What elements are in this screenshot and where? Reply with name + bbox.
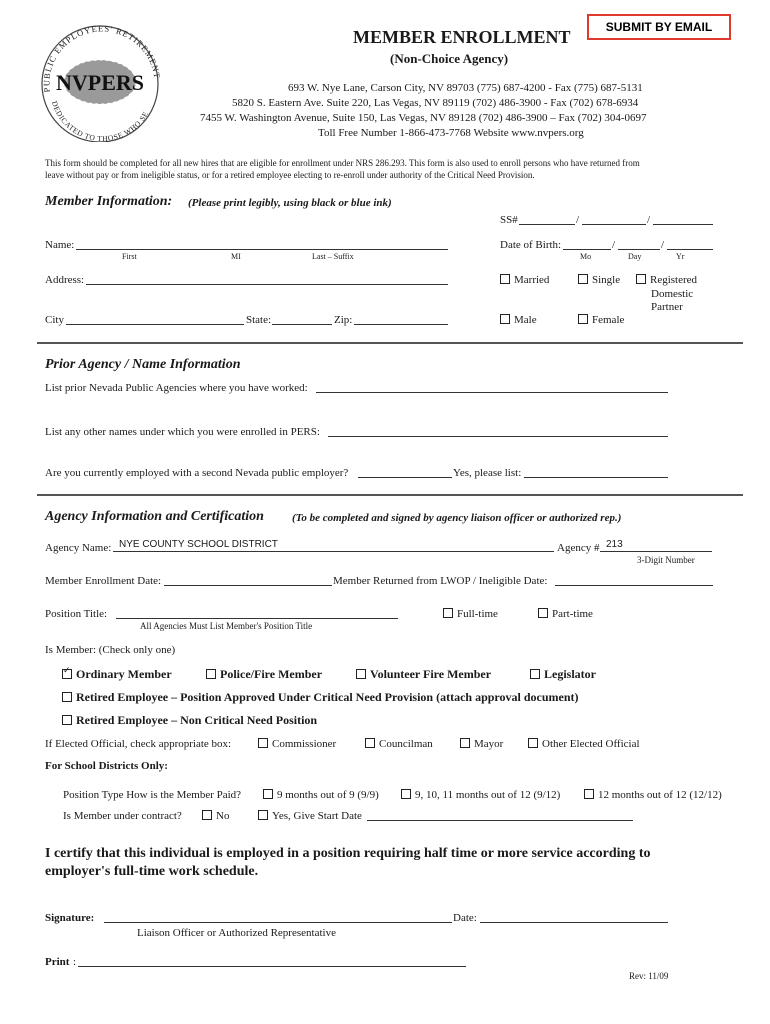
agency-info-heading: Agency Information and Certification bbox=[45, 509, 264, 524]
paid-9-12-label: 9, 10, 11 months out of 12 (9/12) bbox=[415, 789, 561, 801]
other-elected-checkbox[interactable] bbox=[528, 738, 538, 748]
signature-field[interactable] bbox=[104, 922, 452, 923]
police-fire-label: Police/Fire Member bbox=[220, 667, 323, 681]
female-option[interactable] bbox=[578, 314, 624, 326]
logo-wordmark: NVPERS bbox=[55, 70, 145, 95]
registered-partner-option[interactable] bbox=[636, 274, 697, 286]
address-label: Address: bbox=[45, 274, 85, 286]
domestic-label: Domestic bbox=[651, 288, 694, 300]
agency-name-label: Agency Name: bbox=[45, 542, 112, 554]
signature-label: Signature: bbox=[45, 912, 95, 924]
dob-divider: / bbox=[612, 239, 616, 251]
partner-label: Partner bbox=[651, 301, 683, 313]
mayor-checkbox[interactable] bbox=[460, 738, 470, 748]
agency-number-label: Agency # bbox=[557, 542, 600, 554]
commissioner-label: Commissioner bbox=[272, 738, 337, 750]
legislator-checkbox[interactable] bbox=[530, 669, 540, 679]
certification-line-2: employer's full-time work schedule. bbox=[45, 864, 259, 879]
contract-no-label: No bbox=[216, 810, 230, 822]
ssn-field-2[interactable] bbox=[582, 224, 646, 225]
year-caption: Yr bbox=[676, 252, 685, 261]
agency-name-field[interactable] bbox=[113, 539, 554, 552]
zip-label: Zip: bbox=[334, 314, 353, 326]
part-time-checkbox[interactable] bbox=[538, 608, 548, 618]
address-washington: 7455 W. Washington Avenue, Suite 150, Las Vegas, NV 89128 (702) 486-3900 – Fax (702) 304-0697 bbox=[200, 112, 647, 124]
paid-12-checkbox[interactable] bbox=[584, 789, 594, 799]
commissioner-checkbox[interactable] bbox=[258, 738, 268, 748]
male-label: Male bbox=[514, 314, 537, 326]
retired-noncritical-option[interactable] bbox=[62, 713, 317, 728]
returned-date-label: Member Returned from LWOP / Ineligible Date: bbox=[333, 575, 548, 587]
contract-yes-label: Yes, Give Start Date bbox=[272, 810, 362, 822]
section-divider bbox=[37, 342, 743, 344]
member-type-label: Is Member: (Check only one) bbox=[45, 644, 176, 656]
agency-info-note: (To be completed and signed by agency liaison officer or authorized rep.) bbox=[292, 512, 622, 524]
paid-9-checkbox[interactable] bbox=[263, 789, 273, 799]
other-names-field[interactable] bbox=[328, 436, 668, 437]
print-label: Print bbox=[45, 956, 70, 968]
second-employer-list-field[interactable] bbox=[524, 477, 668, 478]
police-fire-option[interactable] bbox=[206, 667, 322, 682]
ssn-divider: / bbox=[647, 214, 651, 226]
state-label: State: bbox=[246, 314, 272, 326]
contract-no-checkbox[interactable] bbox=[202, 810, 212, 820]
married-option[interactable] bbox=[500, 274, 549, 286]
councilman-option[interactable] bbox=[365, 738, 433, 750]
agency-number-field[interactable] bbox=[600, 539, 712, 552]
other-elected-label: Other Elected Official bbox=[542, 738, 640, 750]
ssn-label: SS# bbox=[500, 214, 518, 226]
school-districts-label: For School Districts Only: bbox=[45, 760, 168, 772]
ssn-divider: / bbox=[576, 214, 580, 226]
intro-line-1: This form should be completed for all new hires that are eligible for enrollment under NRS 286.293. This form is also used to enroll persons who have returned from bbox=[45, 158, 640, 168]
ordinary-member-checkbox[interactable] bbox=[62, 669, 72, 679]
mayor-label: Mayor bbox=[474, 738, 504, 750]
last-name-caption: Last – Suffix bbox=[312, 252, 354, 261]
ordinary-member-label: Ordinary Member bbox=[76, 667, 172, 681]
female-checkbox[interactable] bbox=[578, 314, 588, 324]
councilman-label: Councilman bbox=[379, 738, 433, 750]
form-title: MEMBER ENROLLMENT bbox=[353, 27, 571, 47]
name-label: Name: bbox=[45, 239, 75, 251]
registered-partner-checkbox[interactable] bbox=[636, 274, 646, 284]
paid-12-option[interactable] bbox=[584, 789, 722, 801]
prior-agencies-label: List prior Nevada Public Agencies where you have worked: bbox=[45, 382, 308, 394]
signature-date-field[interactable] bbox=[480, 922, 668, 923]
retired-noncritical-label: Retired Employee – Non Critical Need Position bbox=[76, 713, 318, 727]
mayor-option[interactable] bbox=[460, 738, 503, 750]
city-label: City bbox=[45, 314, 64, 326]
position-title-label: Position Title: bbox=[45, 608, 108, 620]
part-time-label: Part-time bbox=[552, 608, 593, 620]
name-field[interactable] bbox=[76, 249, 448, 250]
ssn-field-1[interactable] bbox=[519, 224, 575, 225]
agency-number-value: 213 bbox=[606, 539, 623, 550]
member-info-heading: Member Information: bbox=[45, 194, 173, 209]
logo-motto: DEDICATED TO THOSE WHO SE bbox=[50, 99, 151, 142]
contact-line: Toll Free Number 1-866-473-7768 Website www.nvpers.org bbox=[318, 127, 584, 139]
revision-label: Rev: 11/09 bbox=[629, 971, 669, 981]
councilman-checkbox[interactable] bbox=[365, 738, 375, 748]
agency-name-value: NYE COUNTY SCHOOL DISTRICT bbox=[119, 539, 278, 550]
second-employer-label: Are you currently employed with a second Nevada public employer? bbox=[45, 467, 349, 479]
elected-official-label: If Elected Official, check appropriate box: bbox=[45, 738, 232, 750]
day-caption: Day bbox=[628, 252, 642, 261]
contract-yes-checkbox[interactable] bbox=[258, 810, 268, 820]
address-field[interactable] bbox=[86, 284, 448, 285]
retired-critical-label: Retired Employee – Position Approved Under Critical Need Provision (attach approval document) bbox=[76, 690, 579, 704]
single-checkbox[interactable] bbox=[578, 274, 588, 284]
dob-label: Date of Birth: bbox=[500, 239, 562, 251]
mi-caption: MI bbox=[231, 252, 241, 261]
married-label: Married bbox=[514, 274, 550, 286]
police-fire-checkbox[interactable] bbox=[206, 669, 216, 679]
section-divider bbox=[37, 494, 743, 496]
retired-critical-checkbox[interactable] bbox=[62, 692, 72, 702]
single-label: Single bbox=[592, 274, 621, 286]
ssn-field-3[interactable] bbox=[653, 224, 713, 225]
contract-no-option[interactable] bbox=[202, 810, 229, 822]
paid-9-option[interactable] bbox=[263, 789, 379, 801]
volunteer-fire-checkbox[interactable] bbox=[356, 669, 366, 679]
certification-line-1: I certify that this individual is employed in a position requiring half time or more service according to bbox=[45, 846, 651, 861]
zip-field[interactable] bbox=[354, 324, 448, 325]
contract-start-date-field[interactable] bbox=[367, 820, 633, 821]
month-caption: Mo bbox=[580, 252, 592, 261]
other-names-label: List any other names under which you were enrolled in PERS: bbox=[45, 426, 320, 438]
position-title-caption: All Agencies Must List Member's Position Title bbox=[140, 621, 313, 631]
retired-noncritical-checkbox[interactable] bbox=[62, 715, 72, 725]
print-colon: : bbox=[73, 956, 77, 968]
second-employer-yes-label: Yes, please list: bbox=[453, 467, 522, 479]
position-title-field[interactable] bbox=[116, 618, 398, 619]
address-eastern: 5820 S. Eastern Ave. Suite 220, Las Vegas, NV 89119 (702) 486-3900 - Fax (702) 678-6934 bbox=[232, 97, 639, 109]
prior-agency-heading: Prior Agency / Name Information bbox=[45, 357, 241, 372]
dob-year-field[interactable] bbox=[667, 249, 713, 250]
other-elected-option[interactable] bbox=[528, 738, 640, 750]
logo-arc-text: PUBLIC EMPLOYEES' RETIREMENT bbox=[41, 23, 163, 93]
registered-label: Registered bbox=[650, 274, 698, 286]
dob-month-field[interactable] bbox=[563, 249, 611, 250]
volunteer-fire-option[interactable] bbox=[356, 667, 491, 682]
enrollment-date-label: Member Enrollment Date: bbox=[45, 575, 162, 587]
dob-day-field[interactable] bbox=[618, 249, 660, 250]
contract-label: Is Member under contract? bbox=[63, 810, 182, 822]
print-name-field[interactable] bbox=[78, 966, 466, 967]
form-subtitle: (Non-Choice Agency) bbox=[390, 51, 509, 66]
paid-9-12-checkbox[interactable] bbox=[401, 789, 411, 799]
full-time-option[interactable] bbox=[443, 608, 498, 620]
enrollment-date-field[interactable] bbox=[164, 585, 332, 586]
paid-9-label: 9 months out of 9 (9/9) bbox=[277, 789, 379, 801]
intro-line-2: leave without pay or from ineligible status, or for a retired employee electing to re-enroll under authority of the Critical Need Provision. bbox=[45, 170, 535, 180]
full-time-checkbox[interactable] bbox=[443, 608, 453, 618]
city-field[interactable] bbox=[66, 324, 244, 325]
married-checkbox[interactable] bbox=[500, 274, 510, 284]
submit-by-email-button[interactable]: SUBMIT BY EMAIL bbox=[587, 14, 731, 40]
liaison-caption: Liaison Officer or Authorized Representative bbox=[137, 927, 336, 939]
male-option[interactable] bbox=[500, 314, 537, 326]
returned-date-field[interactable] bbox=[555, 585, 713, 586]
nvpers-logo bbox=[28, 14, 174, 142]
paid-12-label: 12 months out of 12 (12/12) bbox=[598, 789, 722, 801]
agency-number-caption: 3-Digit Number bbox=[637, 555, 695, 565]
first-name-caption: First bbox=[122, 252, 137, 261]
state-field[interactable] bbox=[272, 324, 332, 325]
legislator-option[interactable] bbox=[530, 667, 596, 682]
address-carson: 693 W. Nye Lane, Carson City, NV 89703 (775) 687-4200 - Fax (775) 687-5131 bbox=[288, 82, 643, 94]
member-info-note: (Please print legibly, using black or blue ink) bbox=[188, 197, 392, 209]
contract-yes-option[interactable] bbox=[258, 810, 362, 822]
legislator-label: Legislator bbox=[544, 667, 596, 681]
second-employer-field[interactable] bbox=[358, 477, 452, 478]
retired-critical-option[interactable] bbox=[62, 690, 579, 705]
commissioner-option[interactable] bbox=[258, 738, 336, 750]
date-label: Date: bbox=[453, 912, 477, 924]
full-time-label: Full-time bbox=[457, 608, 498, 620]
volunteer-fire-label: Volunteer Fire Member bbox=[370, 667, 492, 681]
part-time-option[interactable] bbox=[538, 608, 593, 620]
prior-agencies-field[interactable] bbox=[316, 392, 668, 393]
male-checkbox[interactable] bbox=[500, 314, 510, 324]
paid-9-12-option[interactable] bbox=[401, 789, 560, 801]
ordinary-member-option[interactable] bbox=[62, 667, 172, 682]
paid-type-label: Position Type How is the Member Paid? bbox=[63, 789, 242, 801]
single-option[interactable] bbox=[578, 274, 620, 286]
dob-divider: / bbox=[661, 239, 665, 251]
female-label: Female bbox=[592, 314, 625, 326]
